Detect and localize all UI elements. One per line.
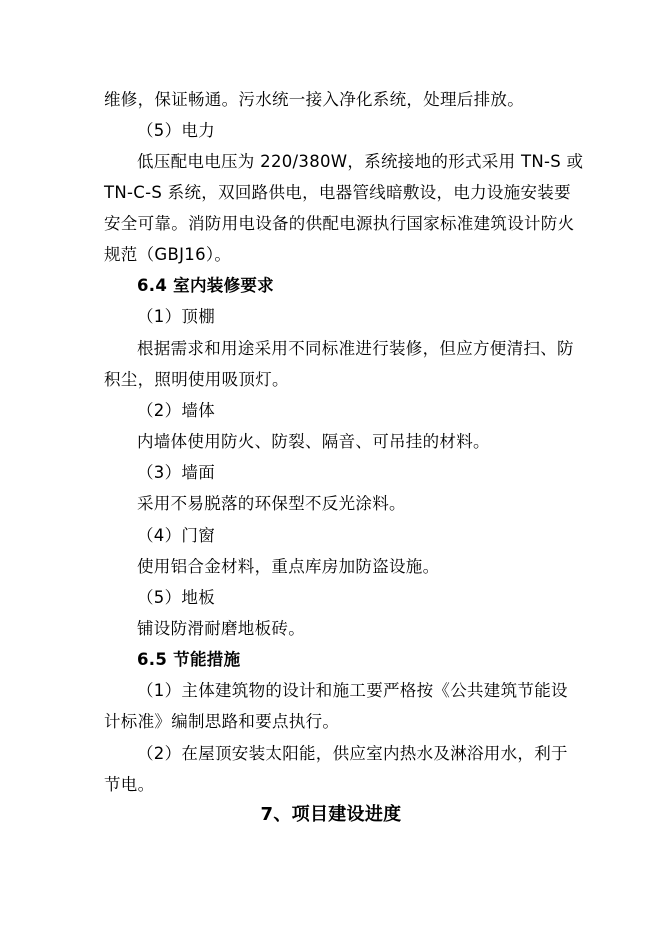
paragraph-line: 计标准》编制思路和要点执行。 bbox=[104, 712, 340, 731]
section-heading-6-4: 6.4 室内装修要求 bbox=[137, 276, 274, 295]
subheading-electric-power: （5）电力 bbox=[137, 121, 215, 140]
paragraph-line: 积尘，照明使用吸顶灯。 bbox=[104, 370, 289, 389]
paragraph-line: 采用不易脱落的环保型不反光涂料。 bbox=[137, 494, 406, 513]
paragraph-line: 内墙体使用防火、防裂、隔音、可吊挂的材料。 bbox=[137, 432, 490, 451]
subheading-ceiling: （1）顶棚 bbox=[137, 307, 215, 326]
paragraph-line: TN-C-S 系统，双回路供电，电器管线暗敷设，电力设施安装要 bbox=[104, 183, 571, 202]
paragraph-line: 节电。 bbox=[104, 775, 155, 794]
subheading-floor: （5）地板 bbox=[137, 588, 215, 607]
paragraph-line: （2）在屋顶安装太阳能，供应室内热水及淋浴用水，利于 bbox=[137, 744, 568, 763]
section-heading-6-5: 6.5 节能措施 bbox=[137, 650, 241, 669]
paragraph-line: 维修，保证畅通。污水统一接入净化系统，处理后排放。 bbox=[104, 90, 524, 109]
subheading-doors-windows: （4）门窗 bbox=[137, 526, 215, 545]
paragraph-line: 低压配电电压为 220/380W，系统接地的形式采用 TN-S 或 bbox=[137, 152, 584, 171]
paragraph-line: 安全可靠。消防用电设备的供配电源执行国家标准建筑设计防火 bbox=[104, 214, 575, 233]
paragraph-line: 根据需求和用途采用不同标准进行装修，但应方便清扫、防 bbox=[137, 339, 574, 358]
subheading-wall-surface: （3）墙面 bbox=[137, 463, 215, 482]
paragraph-line: 规范（GBJ16）。 bbox=[104, 245, 232, 264]
paragraph-line: （1）主体建筑物的设计和施工要严格按《公共建筑节能设 bbox=[137, 681, 568, 700]
subheading-wall-body: （2）墙体 bbox=[137, 401, 215, 420]
paragraph-line: 使用铝合金材料，重点库房加防盗设施。 bbox=[137, 557, 440, 576]
paragraph-line: 铺设防滑耐磨地板砖。 bbox=[137, 619, 305, 638]
chapter-heading: 7、项目建设进度 bbox=[260, 804, 402, 825]
